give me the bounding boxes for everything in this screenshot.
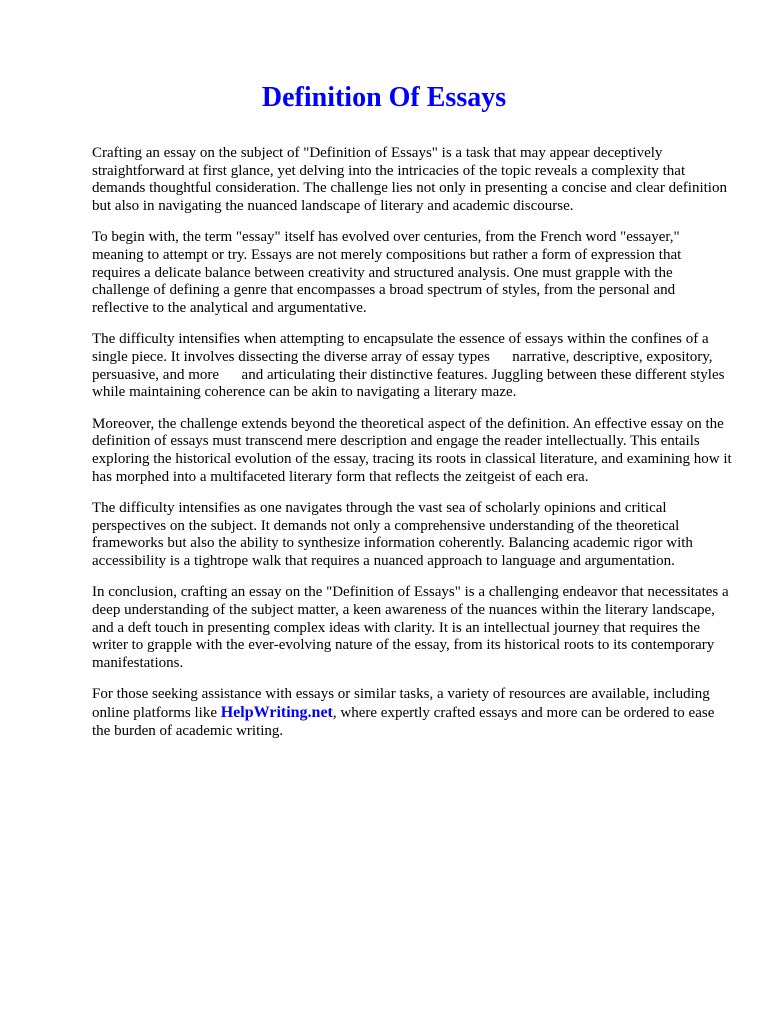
paragraph-7 (92, 686, 732, 740)
paragraph-7-outro: , where expertly crafted essays and more can be ordered to ease the burden of academic writing. (92, 705, 715, 739)
page-title: Definition Of Essays (261, 82, 507, 113)
paragraph-3: The difficulty intensifies when attempting to encapsulate the essence of essays within the confines of a single piece. It involves dissecting the diverse array of essay types narrative, descriptive, expository, persuasive, and more and articulating their distinctive features. Juggling between these different styles while maintaining coherence can be akin to navigating a literary maze. (92, 331, 729, 401)
paragraph-7-intro: For those seeking assistance with essays or similar tasks, a variety of resources are available, including online platforms like (92, 686, 710, 722)
helpwriting-link[interactable]: HelpWriting.net (220, 704, 333, 722)
paragraph-6: In conclusion, crafting an essay on the "Definition of Essays" is a challenging endeavor that necessitates a deep understanding of the subject matter, a keen awareness of the nuances within the literary landscape, and a deft touch in presenting complex ideas with clarity. It is an intellectual journey that requires the writer to grapple with the ever-evolving nature of the essay, from its historical roots to its contemporary manifestations. (92, 584, 729, 671)
document-body (92, 145, 732, 754)
paragraph-2: To begin with, the term "essay" itself has evolved over centuries, from the French word "essayer," meaning to attempt or try. Essays are not merely compositions but rather a form of expression that requires a delicate balance between creativity and structured analysis. One must grapple with the challenge of defining a genre that encompasses a broad spectrum of styles, from the personal and reflective to the analytical and argumentative. (92, 229, 682, 316)
paragraph-4: Moreover, the challenge extends beyond the theoretical aspect of the definition. An effective essay on the definition of essays must transcend mere description and engage the reader intellectually. This entails exploring the historical evolution of the essay, tracing its roots in classical literature, and examining how it has morphed into a multifaceted literary form that reflects the zeitgeist of each era. (92, 415, 732, 485)
paragraph-1: Crafting an essay on the subject of "Definition of Essays" is a task that may appear deceptively straightforward at first glance, yet delving into the intricacies of the topic reveals a complexity that demands thoughtful consideration. The challenge lies not only in presenting a concise and clear definition but also in navigating the nuanced landscape of literary and academic discourse. (92, 145, 727, 214)
paragraph-5: The difficulty intensifies as one navigates through the vast sea of scholarly opinions and critical perspectives on the subject. It demands not only a comprehensive understanding of the theoretical frameworks but also the ability to synthesize information coherently. Balancing academic rigor with accessibility is a tightrope walk that requires a nuanced approach to language and argumentation. (92, 500, 693, 569)
